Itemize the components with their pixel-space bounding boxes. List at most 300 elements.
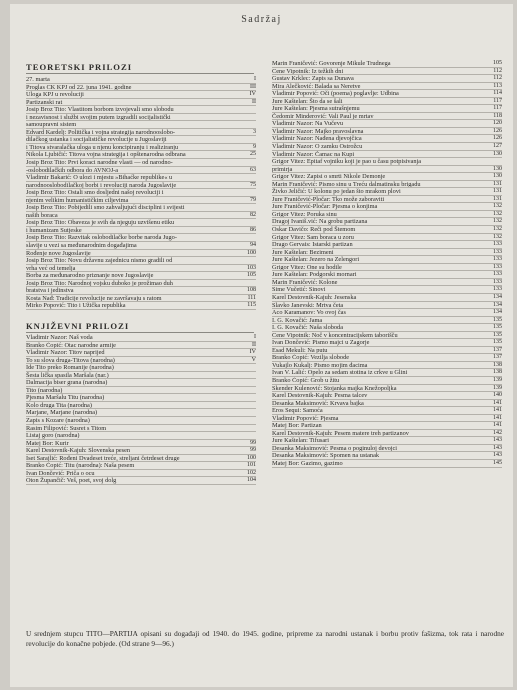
toc-entry-page: 138	[493, 369, 502, 376]
toc-entry-page: 100	[247, 249, 256, 256]
toc-entry-title: Vladimir Nazor: Čamac na Kupi	[272, 150, 355, 158]
toc-entry-title: Branko Ćopić: Grob u žitu	[272, 376, 340, 384]
toc-entry-page: 141	[493, 422, 502, 429]
toc-entry	[26, 167, 256, 175]
toc-entry-page: 9	[253, 143, 256, 150]
toc-entry	[26, 462, 256, 470]
toc-entry-title: Matej Bor: Gazimo, gazimo	[272, 459, 343, 467]
toc-entry-page: 82	[250, 211, 256, 218]
toc-entry	[26, 334, 256, 342]
toc-entry-title: Oton Župančič: Veš, poet, svoj dolg	[26, 477, 117, 485]
toc-entry-page: 104	[247, 477, 256, 484]
toc-entry	[26, 250, 256, 258]
toc-entry	[26, 447, 256, 455]
toc-entry-page: 135	[493, 331, 502, 338]
toc-entry-title: Branko Ćopić: Titu (narodna): Naša pesem	[26, 462, 135, 470]
toc-entry	[26, 219, 256, 227]
toc-entry-page: 133	[493, 271, 502, 278]
toc-entry-title: Grigor Vitez: Zapisi o smrti Nikole Demonje	[272, 173, 386, 181]
toc-entry-title: Jure Kaštelan: Jezero na Zelengori	[272, 256, 360, 264]
toc-entry-title: I. G. Kovačić: Jama	[272, 316, 323, 324]
toc-entry-title: Proglas CK KPJ od 22. juna 1941. godine	[26, 83, 132, 91]
toc-entry	[272, 392, 502, 400]
book-page	[10, 4, 513, 687]
toc-entry	[26, 379, 256, 387]
toc-entry	[272, 173, 502, 181]
toc-entry	[26, 174, 256, 182]
toc-entry-page: 135	[493, 324, 502, 331]
toc-entry-page: IV	[249, 349, 256, 356]
toc-entry	[26, 440, 256, 448]
toc-entry-title: bratstva i jedinstva	[26, 287, 74, 295]
toc-entry-page: 79	[250, 196, 256, 203]
toc-entry-title: Kosta Nađ: Tradicije revolucije ne završavaju s ratom	[26, 294, 162, 302]
toc-entry	[272, 203, 502, 211]
toc-entry-title: Branko Ćopić: Vezilja slobode	[272, 354, 350, 362]
toc-entry-title: Jure Franičević-Pločar: Pjesma o konjima	[272, 203, 378, 211]
toc-entry-page: 143	[493, 452, 502, 459]
toc-entry-page: 94	[250, 242, 256, 249]
toc-entry-page: 132	[493, 233, 502, 240]
toc-entry	[26, 212, 256, 220]
toc-entry	[272, 68, 502, 76]
toc-entry-page: 126	[493, 135, 502, 142]
toc-entry-title: Cene Vipotnik: Noč v koncentracijskem taborišču	[272, 331, 398, 339]
toc-entry-title: Grigor Vitez: Sam boraca u zoru	[272, 233, 354, 241]
toc-entry-title: Josip Broz Tito: Obaveza je svih da njeguju uzvišenu etiku	[26, 219, 175, 227]
toc-entry	[26, 477, 256, 485]
toc-entry	[26, 432, 256, 440]
toc-entry	[26, 349, 256, 357]
toc-entry-title: Borba za međunarodno priznanje nove Jugoslavije	[26, 272, 154, 280]
toc-entry-page: 133	[493, 256, 502, 263]
toc-entry	[272, 362, 502, 370]
toc-entry-title: Marin Franičević: Pismo sinu u Treću dalmatinsku brigadu	[272, 180, 421, 188]
toc-entry	[26, 265, 256, 273]
toc-entry-title: Tito (narodna)	[26, 386, 63, 394]
toc-entry-page: 101	[247, 462, 256, 469]
toc-entry-title: Vladimir Nazor: Majko pravoslavna	[272, 127, 364, 135]
section-heading-teoretski: TEORETSKI PRILOZI	[26, 62, 254, 74]
toc-entry	[272, 90, 502, 98]
toc-entry-title: Ivan Dončević: Priča o ocu	[26, 469, 95, 477]
toc-entry-page: I	[254, 76, 256, 82]
toc-entry-title: To su slova druga-Titova (narodna)	[26, 356, 115, 364]
toc-entry-page: 115	[247, 302, 256, 309]
toc-entry	[26, 114, 256, 122]
toc-entry-title: Vladimir Nazor: Titov naprijed	[26, 349, 105, 357]
toc-entry	[272, 120, 502, 128]
toc-entry-title: slavije u vezi sa međunarodnim događajima	[26, 242, 137, 250]
toc-entry	[272, 452, 502, 460]
toc-entry-title: naših boraca	[26, 211, 58, 219]
toc-entry	[272, 385, 502, 393]
toc-entry-title: Vladimir Nazor: O zamku Ostrožcu	[272, 143, 363, 151]
toc-entry-page: 139	[493, 384, 502, 391]
knjizevni-list	[26, 334, 256, 485]
section-heading-knjizevni: KNJIŽEVNI PRILOZI	[26, 321, 254, 333]
toc-entry-page: 138	[493, 361, 502, 368]
footer-note: U srednjem stupcu TITO—PARTIJA opisani su događaji od 1940. do 1945. godine, pripreme za narodni ustanak i borbu protiv fašizma, tok rata i narodne revolucije do konačne pobjede. (Od strane 9—96.)	[26, 629, 504, 648]
toc-entry-title: Zapis s Kozare (narodna)	[26, 417, 90, 425]
toc-entry-title: samoupravni sistem	[26, 121, 77, 129]
toc-entry	[26, 387, 256, 395]
toc-entry-title: Jure Kaštelan: Podgorski mornari	[272, 271, 357, 279]
toc-entry	[26, 189, 256, 197]
toc-entry-page: 99	[250, 439, 256, 446]
toc-entry-title: Dragoj Ivaniš.vić: Na grobu partizana	[272, 218, 368, 226]
toc-entry	[272, 294, 502, 302]
toc-entry-title: Vukajlo Kukalj: Pismo mojim đacima	[272, 361, 368, 369]
toc-entry-title: Josip Broz Tito: Ostali smo dosljedni našoj revoluciji i	[26, 189, 164, 197]
toc-entry-page: 135	[493, 339, 502, 346]
knjizevni-list-continued	[272, 60, 502, 468]
toc-entry	[26, 272, 256, 280]
toc-entry-page: 137	[493, 354, 502, 361]
toc-entry	[272, 302, 502, 310]
toc-entry-title: Grigor Vitez: Epitaf vojniku koji je pao u času potpisivanja	[272, 158, 422, 166]
toc-entry-page: III	[250, 83, 256, 90]
toc-entry-page: 113	[493, 82, 502, 89]
toc-entry	[272, 75, 502, 83]
toc-entry-page: 112	[493, 67, 502, 74]
toc-entry-title: Josip Broz Tito: Novu državnu zajednicu nismo gradili od	[26, 257, 173, 265]
toc-entry-page: 100	[247, 454, 256, 461]
toc-entry-page: 132	[493, 218, 502, 225]
toc-entry-page: 133	[493, 278, 502, 285]
toc-entry	[272, 98, 502, 106]
toc-entry-title: Drago Gervais: Istarski partizan	[272, 241, 353, 249]
toc-entry-title: Josip Broz Tito: Narodnoj vojsku duboko je prožimao duh	[26, 279, 173, 287]
toc-entry-page: 133	[493, 263, 502, 270]
toc-entry	[272, 369, 502, 377]
toc-entry	[272, 241, 502, 249]
toc-entry-title: Sime Vučetić: Sinovi	[272, 286, 326, 294]
toc-entry	[272, 400, 502, 408]
toc-entry-title: Aco Karamanov: Vo ovoj čas	[272, 309, 346, 317]
toc-entry-page: 133	[493, 248, 502, 255]
toc-entry-page: 111	[247, 294, 256, 301]
toc-entry	[272, 317, 502, 325]
toc-entry-page: 131	[493, 180, 502, 187]
toc-entry-title: Desanka Maksimović: Pesma o poginuloj devojci	[272, 444, 398, 452]
toc-entry-title: Mirko Popović: Tito i Užička republika	[26, 302, 126, 310]
toc-entry-title: Pjesma Maršalu Titu (narodna)	[26, 394, 105, 402]
toc-entry-title: narodnooslobodilačkoj borbi i revoluciji naroda Jugoslavije	[26, 181, 177, 189]
toc-entry-title: Josip Broz Tito: Vlastitom borbom izvojevali smo slobodu	[26, 106, 174, 114]
toc-entry	[26, 197, 256, 205]
toc-entry	[26, 342, 256, 350]
toc-entry	[272, 407, 502, 415]
toc-entry-title: Marjane, Marjane (narodna)	[26, 409, 98, 417]
toc-entry	[272, 188, 502, 196]
toc-entry-page: 130	[493, 173, 502, 180]
toc-entry-title: Josip Broz Tito: Razvitak oslobodilačke borbe naroda Jugo-	[26, 234, 177, 242]
toc-entry	[272, 143, 502, 151]
toc-entry-title: njenim velikim humanističkim ciljevima	[26, 196, 129, 204]
toc-entry-title: Jure Kaštelan: Bezimeni	[272, 248, 334, 256]
toc-entry-page: 133	[493, 241, 502, 248]
toc-entry	[272, 83, 502, 91]
toc-entry-title: Josip Broz Tito: Prvi koraci narodne vlasti — od narodno-	[26, 159, 173, 167]
toc-entry-page: I	[254, 334, 256, 340]
toc-entry	[272, 135, 502, 143]
toc-entry-title: Šesta lička spasila Maršala (nar.)	[26, 371, 109, 379]
toc-entry	[272, 105, 502, 113]
toc-entry-title: Ivan V. Lalić: Opelo za sedam stotina iz crkve u Glini	[272, 369, 408, 377]
toc-entry	[26, 84, 256, 92]
toc-entry	[272, 430, 502, 438]
toc-entry	[26, 425, 256, 433]
toc-entry-title: i humanizam Sutjeske	[26, 226, 82, 234]
toc-entry-title: Dalmacija biser grana (narodna)	[26, 379, 108, 387]
toc-entry-page: 140	[493, 392, 502, 399]
toc-entry-page: 99	[250, 447, 256, 454]
toc-entry	[26, 409, 256, 417]
toc-entry-page: 134	[493, 309, 502, 316]
toc-entry	[26, 470, 256, 478]
toc-entry-title: Vladimir Nazor: Na Vučevu	[272, 120, 344, 128]
toc-entry-title: Rasim Filipović: Susret s Titom	[26, 424, 107, 432]
toc-entry	[272, 226, 502, 234]
toc-entry-title: Uloga KPJ u revoluciji	[26, 91, 84, 99]
toc-entry-title: Matej Bor: Kurir	[26, 439, 69, 447]
toc-entry	[272, 196, 502, 204]
toc-entry-title: Čedomir Minderović: Vali Paul je mrtav	[272, 112, 374, 120]
toc-entry-page: 132	[493, 203, 502, 210]
toc-entry	[272, 271, 502, 279]
toc-entry-page: 126	[493, 127, 502, 134]
toc-entry-title: i Titova stvaralačka uloga u njenu koncipiranju i realiziranju	[26, 143, 179, 151]
toc-entry	[272, 151, 502, 159]
toc-entry	[26, 257, 256, 265]
toc-entry	[272, 437, 502, 445]
toc-entry	[26, 121, 256, 129]
toc-entry	[272, 309, 502, 317]
toc-entry-page: 75	[250, 181, 256, 188]
toc-entry-title: Eros Sequi: Samoća	[272, 407, 323, 415]
toc-entry-title: Marin Franičević: Kolone	[272, 278, 338, 286]
toc-entry	[26, 455, 256, 463]
toc-entry	[26, 280, 256, 288]
toc-entry	[272, 158, 502, 166]
toc-entry-title: dilačkog ustanka i socijalističke revolucije u Jugoslaviji	[26, 136, 167, 144]
toc-entry-page: 133	[493, 286, 502, 293]
toc-entry-page: 105	[493, 60, 502, 66]
toc-entry	[26, 204, 256, 212]
toc-entry-title: Kolo druga Tita (narodna)	[26, 401, 92, 409]
toc-entry-page: 86	[250, 226, 256, 233]
toc-entry-page: 130	[493, 150, 502, 157]
toc-entry	[26, 136, 256, 144]
toc-entry-title: Desanka Maksimović: Spomen na ustanak	[272, 452, 380, 460]
toc-entry-page: 145	[493, 459, 502, 466]
toc-entry-title: Desanka Maksimović: Krvava bajka	[272, 399, 364, 407]
toc-entry	[272, 211, 502, 219]
toc-entry	[272, 377, 502, 385]
toc-entry-page: 118	[493, 112, 502, 119]
toc-entry-page: 130	[493, 165, 502, 172]
toc-entry-page: 139	[493, 376, 502, 383]
toc-entry	[272, 256, 502, 264]
toc-entry	[272, 324, 502, 332]
toc-entry	[272, 234, 502, 242]
toc-entry	[272, 249, 502, 257]
toc-entry-title: Ivan Dončević: Pismo majci u Zagorje	[272, 339, 370, 347]
toc-entry-page: 103	[247, 264, 256, 271]
toc-entry-title: Gustav Krklec: Zapis sa Dunava	[272, 75, 354, 83]
toc-entry-title: I. G. Kovačić: Naša sloboda	[272, 324, 343, 332]
toc-entry-title: Marin Franičević: Govorenje Mikule Trudnega	[272, 60, 391, 67]
toc-entry-page: 105	[247, 272, 256, 279]
toc-entry-page: 141	[493, 414, 502, 421]
toc-entry	[272, 422, 502, 430]
toc-entry-page: 135	[493, 316, 502, 323]
toc-entry-title: Iset Sarajlić: Rođeni Dvadeset treće, streljani četrdeset druge	[26, 454, 180, 462]
toc-entry	[272, 354, 502, 362]
toc-entry-page: 120	[493, 120, 502, 127]
toc-entry	[26, 129, 256, 137]
toc-entry-page: 127	[493, 143, 502, 150]
toc-entry-page: 134	[493, 301, 502, 308]
toc-entry-title: Jure Kaštelan: Što da se šali	[272, 97, 343, 105]
toc-entry	[26, 106, 256, 114]
toc-entry	[272, 60, 502, 68]
toc-entry-page: II	[252, 98, 256, 105]
toc-entry-page: 117	[493, 105, 502, 112]
toc-entry-title: Ide Tito preko Romanije (narodna)	[26, 364, 114, 372]
teoretski-list	[26, 76, 256, 310]
toc-entry-page: 141	[493, 407, 502, 414]
toc-entry	[26, 295, 256, 303]
toc-entry-title: Nikola Ljubičić: Titova vojna strategija i opštenarodna odbrana	[26, 151, 186, 159]
toc-entry-title: Branko Ćopić: Otac narodne armije	[26, 341, 116, 349]
toc-entry-title: i nezavisnost i službi svojim putem izgradili socijalistički	[26, 113, 171, 121]
toc-entry	[26, 357, 256, 365]
toc-entry	[272, 286, 502, 294]
toc-entry-page: 132	[493, 226, 502, 233]
toc-entry-title: Karel Destovnik-Kajuh: Jesenska	[272, 293, 357, 301]
toc-entry-title: Slavko Janevski: Mrtva četa	[272, 301, 344, 309]
toc-entry-page: 114	[493, 90, 502, 97]
toc-entry-title: Cene Vipotnik: Iz težkih dni	[272, 67, 344, 75]
toc-entry-page: 143	[493, 444, 502, 451]
toc-entry	[272, 332, 502, 340]
toc-entry	[26, 182, 256, 190]
toc-entry-title: Grigor Vitez: One su hodile	[272, 263, 342, 271]
toc-entry	[272, 445, 502, 453]
toc-entry	[272, 128, 502, 136]
toc-entry	[26, 76, 256, 84]
toc-entry-page: 132	[493, 210, 502, 217]
toc-entry	[26, 151, 256, 159]
toc-entry-title: Listaj goro (narodna)	[26, 432, 80, 440]
toc-entry	[26, 302, 256, 310]
toc-entry	[26, 227, 256, 235]
toc-entry-page: IV	[249, 91, 256, 98]
toc-entry-title: Matej Bor: Partizan	[272, 422, 322, 430]
toc-entry	[272, 264, 502, 272]
toc-entry	[26, 159, 256, 167]
toc-entry-page: 3	[253, 128, 256, 135]
toc-entry	[272, 460, 502, 468]
toc-entry	[272, 181, 502, 189]
toc-entry-page: II	[252, 341, 256, 348]
toc-entry	[272, 113, 502, 121]
toc-entry-title: Oskar Davičo: Reči pod Štemom	[272, 226, 356, 234]
toc-entry-page: V	[251, 356, 256, 363]
toc-entry-page: 102	[247, 469, 256, 476]
toc-entry	[272, 279, 502, 287]
toc-entry-title: Esad Mekuli: Na putu	[272, 346, 328, 354]
toc-entry-title: primirja	[272, 165, 293, 173]
toc-entry	[26, 242, 256, 250]
toc-entry-title: Karel Destovnik-Kajuh: Pesem matere treh partizanov	[272, 429, 409, 437]
toc-entry	[272, 166, 502, 174]
toc-entry	[26, 394, 256, 402]
toc-entry-page: 131	[493, 195, 502, 202]
toc-entry-title: Edvard Kardelj: Politička i vojna strategija narodnooslobo-	[26, 128, 175, 136]
toc-entry-page: 117	[493, 97, 502, 104]
toc-entry-title: Karel Destovnik-Kajuh: Slovenska pesen	[26, 447, 131, 455]
toc-entry	[26, 99, 256, 107]
toc-entry-title: Vladimir Popović: Oči (poema) poglavlje: Udbina	[272, 90, 399, 98]
toc-entry-page: 63	[250, 166, 256, 173]
toc-entry	[272, 347, 502, 355]
toc-entry	[272, 415, 502, 423]
toc-entry-page: 131	[493, 188, 502, 195]
toc-entry	[26, 144, 256, 152]
toc-entry	[26, 234, 256, 242]
toc-entry	[26, 91, 256, 99]
toc-entry-page: 142	[493, 429, 502, 436]
toc-entry-title: Karel Destovnik-Kajuh: Pesma talcev	[272, 392, 368, 400]
toc-entry	[26, 287, 256, 295]
toc-entry	[26, 417, 256, 425]
toc-entry-page: 143	[493, 437, 502, 444]
toc-entry-page: 137	[493, 346, 502, 353]
toc-entry-page: 134	[493, 293, 502, 300]
toc-entry-title: 27. marta	[26, 76, 50, 83]
toc-entry	[26, 402, 256, 410]
page-title: Sadržaj	[241, 14, 282, 25]
toc-entry-page: 112	[493, 75, 502, 82]
toc-entry-title: Vladimir Popović: Pjesma	[272, 414, 339, 422]
toc-entry-title: Vladimir Nazor: Nađena djevojčica	[272, 135, 362, 143]
toc-entry	[26, 364, 256, 372]
toc-entry-title: Rođenje nove Jugoslavije	[26, 249, 91, 257]
toc-entry-page: 25	[250, 151, 256, 158]
toc-entry-title: Josip Broz Tito: Pobijedili smo zahvaljujući disciplini i svijesti	[26, 204, 185, 212]
toc-entry	[272, 339, 502, 347]
toc-entry-page: 141	[493, 399, 502, 406]
toc-entry-title: vrha već od temelja	[26, 264, 76, 272]
toc-entry-title: Skender Kulenović: Stojanka majka Knežopoljka	[272, 384, 397, 392]
toc-entry-title: -oslobodilačkih odbora do AVNOJ-a	[26, 166, 119, 174]
toc-entry-page: 108	[247, 287, 256, 294]
toc-entry-title: Mira Alečković: Balada sa Neretve	[272, 82, 361, 90]
toc-entry-title: Partizanski rat	[26, 98, 63, 106]
toc-entry-title: Jure Franičević-Pločar: Tko može zaboraviti	[272, 195, 385, 203]
toc-entry-title: Grigor Vitez: Poruka sinu	[272, 210, 337, 218]
toc-entry-title: Živko Jeličić: U kolonu po jedan što mrakom plovi	[272, 188, 401, 196]
toc-entry-title: Vladimir Nazor: Naš voda	[26, 334, 93, 341]
toc-entry-title: Vladimir Bakarić: O ulozi i mjestu »Bihaćke republike« u	[26, 174, 173, 182]
toc-entry	[26, 372, 256, 380]
toc-entry-title: Jure Kaštelan: Tifusari	[272, 437, 330, 445]
toc-entry	[272, 218, 502, 226]
toc-entry-title: Jure Kaštelan: Pjesma sutrašnjemu	[272, 105, 360, 113]
